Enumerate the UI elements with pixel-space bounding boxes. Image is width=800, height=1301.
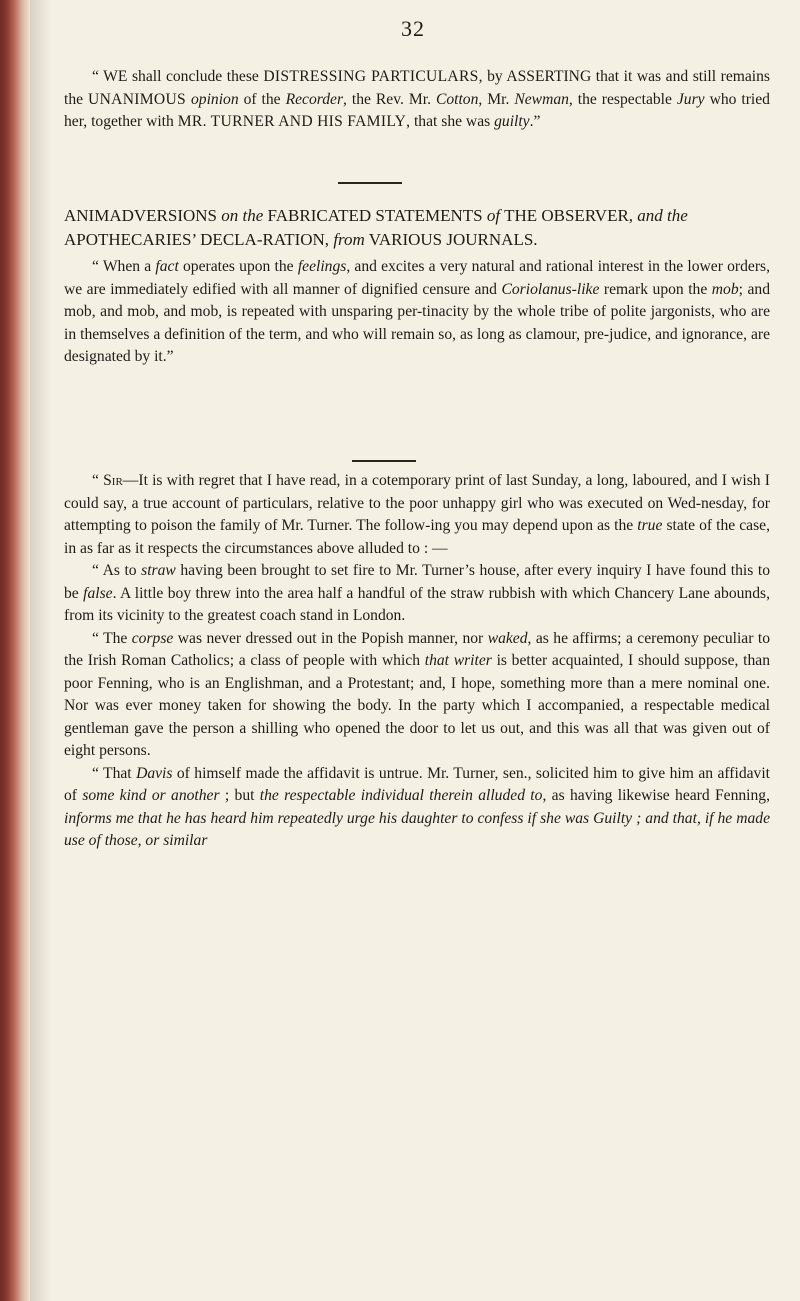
text-run: was never dressed out in the Popish manner, nor xyxy=(173,629,488,647)
text-run: the respectable individual therein alluded to xyxy=(259,787,543,804)
text-run: of himself made the affidavit is untrue. Mr. Turner, sen., solicited him to give him an affidavit of xyxy=(64,764,770,804)
text-run: “ The xyxy=(92,629,132,647)
text-run: UNANIMOUS xyxy=(88,90,187,108)
text-run: ; and mob, and mob, and mob, is repeated with unsparing per-tinacity by the whole tribe of polite jargonists, who are in themselves a definition of the term, and who will remain so, as long as clamour, pre-judice, and ignorance, are designated by it.” xyxy=(64,280,770,365)
text-run: true xyxy=(637,517,663,534)
text-run: who tried her, together with xyxy=(64,90,770,130)
text-run: —It is with regret that I have read, in a cotemporary print of last Sunday, a long, laboured, and I wish I could say, a true account of particulars, relative to the poor unhappy girl who was executed on Wed-nesday, for attempting to poison the family of Mr. Turner. The follow-ing you may depend upon as the xyxy=(64,472,770,534)
text-run: Sir xyxy=(103,472,123,489)
book-spine-edge xyxy=(0,0,30,1301)
text-run: remark upon the xyxy=(599,280,712,298)
letter-paragraph-sir xyxy=(64,470,770,560)
text-run: APOTHECARIES’ DECLA-RATION, xyxy=(64,230,334,249)
quoted-paragraph-mob xyxy=(64,256,770,369)
text-run: false xyxy=(83,584,113,602)
text-run: Coriolanus-like xyxy=(501,280,600,298)
text-run: state of the case, in as far as it respects the circumstances above alluded to : — xyxy=(64,517,770,557)
book-page xyxy=(52,0,774,1301)
text-run: straw xyxy=(141,562,176,579)
text-run: THE OBSERVER, xyxy=(500,206,638,225)
text-run: ANIMADVERSIONS xyxy=(64,206,222,225)
letter-paragraph-straw xyxy=(64,560,770,628)
text-run: “ WE shall conclude these xyxy=(92,68,264,85)
gutter-shadow xyxy=(30,0,52,1301)
section-divider xyxy=(338,182,402,184)
text-run: , that she was xyxy=(406,113,495,130)
text-run: having been brought to set fire to Mr. Turner’s house, after every inquiry I have found this to be xyxy=(64,562,770,602)
text-run: , as having likewise heard Fenning, xyxy=(542,787,770,804)
text-run: and the xyxy=(637,206,688,225)
letter-body xyxy=(64,470,770,853)
letter-paragraph-corpse xyxy=(64,628,770,763)
text-run: . A little boy threw into the area half a handful of the straw rubbish with which Chancery Lane abounds, from its vicinity to the greatest coach stand in London. xyxy=(64,584,770,624)
section-divider xyxy=(352,460,416,462)
text-run: , the respectable xyxy=(568,90,677,108)
text-run: .” xyxy=(529,113,541,130)
text-run: MR. TURNER AND HIS FAMILY xyxy=(177,113,407,130)
text-run: Newman xyxy=(514,90,569,108)
text-run: on the xyxy=(221,206,264,225)
section-heading xyxy=(64,204,770,252)
text-run: mob xyxy=(711,280,739,298)
text-run: Jury xyxy=(676,90,705,108)
text-run: “ When a xyxy=(92,258,156,275)
text-run: , by ASSERTING that it was and still remains the xyxy=(64,68,771,108)
text-run: DISTRESSING PARTICULARS xyxy=(263,68,479,85)
text-run: , the Rev. Mr. xyxy=(343,90,436,108)
text-run: that writer xyxy=(424,652,492,669)
letter-paragraph-davis xyxy=(64,763,770,853)
text-run: “ xyxy=(92,472,104,489)
text-run: ; but xyxy=(219,787,260,804)
text-run: of the xyxy=(238,90,286,108)
text-run: , as he affirms; a ceremony peculiar to the Irish Roman Catholics; a class of people with which xyxy=(64,629,770,669)
text-run: Cotton xyxy=(435,90,479,108)
text-run: operates upon the xyxy=(178,258,298,275)
page-number: 32 xyxy=(401,16,425,41)
text-run: “ That xyxy=(92,764,137,782)
text-run: fact xyxy=(155,258,179,275)
text-run: feelings xyxy=(297,258,347,275)
text-run: , Mr. xyxy=(478,90,515,108)
text-run: of xyxy=(486,206,501,225)
text-run: Recorder xyxy=(285,90,344,108)
text-run: corpse xyxy=(131,629,174,647)
text-run: Davis xyxy=(136,764,173,782)
text-run: “ As to xyxy=(92,562,142,579)
text-run: guilty xyxy=(494,113,530,130)
text-run: VARIOUS JOURNALS. xyxy=(364,230,538,249)
concluding-statement xyxy=(64,66,770,134)
text-run: opinion xyxy=(190,90,239,108)
text-run: from xyxy=(333,230,365,249)
text-run: is better acquainted, I should suppose, than poor Fenning, who is an Englishman, and a Protestant; and, I hope, something more than a mere nominal one. Nor was ever money taken for showing the body. In the party which I accompanied, a respectable medical gentleman gave the person a shilling who opened the door to let us out, and this was all that was given out of eight persons. xyxy=(64,652,770,759)
text-run: some kind or another xyxy=(82,787,220,804)
text-run: , and excites a very natural and rational interest in the lower orders, we are immediately edified with all manner of dignified censure and xyxy=(64,258,770,298)
text-run: informs me that he has heard him repeatedly urge his daughter to confess if she was Guilty ; and that, if he made use of those, or similar xyxy=(64,809,770,849)
text-run: waked xyxy=(487,629,528,647)
text-run: FABRICATED STATEMENTS xyxy=(263,206,487,225)
